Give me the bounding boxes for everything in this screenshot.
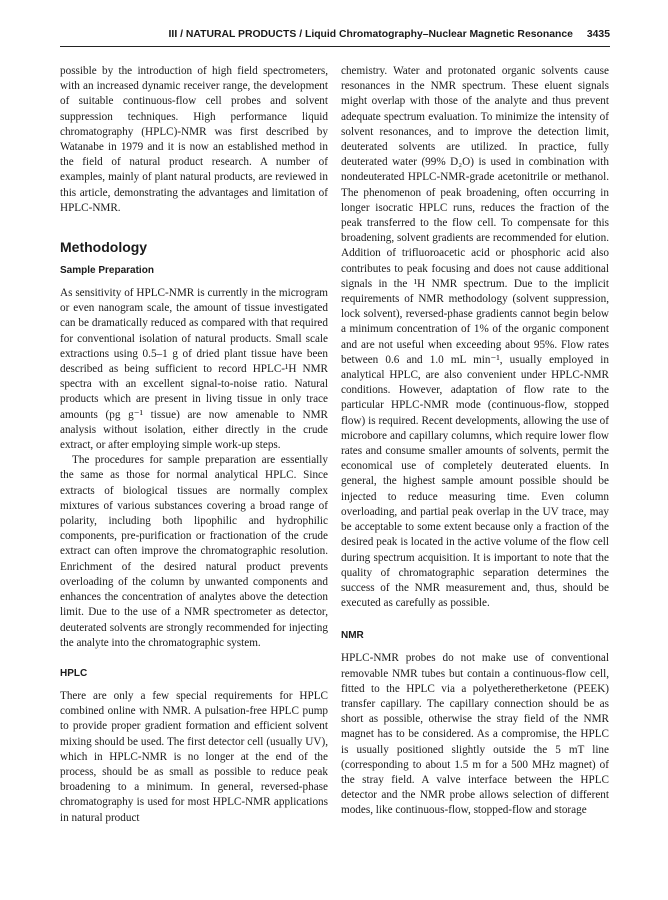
left-column	[60, 64, 328, 826]
right-column	[341, 64, 609, 819]
subsection-heading-sample-preparation: Sample Preparation	[60, 265, 154, 277]
hplc-paragraph-1: There are only a few special requirements for HPLC combined online with NMR. A pulsation-free HPLC pump to provide proper gradient formation and efficient solvent mixing should be used. The first detector cell (usually UV), which in HPLC-NMR is no longer at the end of the process, should be as small as possible to reduce peak broadening to a minimum. In general, reversed-phase chromatography is used for most HPLC-NMR applications in natural product	[60, 689, 328, 824]
sample-preparation-paragraph-2: The procedures for sample preparation are essentially the same as those for normal analytical HPLC. Since extracts of biological tissues are normally complex mixtures of various substances covering a broad range of polarity, including both lipophilic and hydrophilic components, pre-purification or fractionation of the crude extract can often improve the chromatographic resolution. Enrichment of the desired natural product prevents overloading of the column by unwanted components and enhances the concentration of analytes above the detection limit. Due to the use of a NMR spectrometer as detector, deuterated solvents are strongly recommended for injecting the analyte into the chromatographic system.	[60, 454, 328, 649]
page-number: 3435	[586, 29, 610, 40]
nmr-paragraph-1: HPLC-NMR probes do not make use of conventional removable NMR tubes but contain a continuous-flow cell, fitted to the HPLC via a polyetheretherketone (PEEK) transfer capillary. The capillary connection should be as short as possible, otherwise the stray field of the NMR magnet has to be considered. As a compromise, the HPLC is usually positioned slightly outside the 5 mT line (corresponding to about 1.5 m for a 500 MHz magnet) of the stray field. A valve interface between the HPLC detector and the NMR probe allows selection of different modes, like continuous-flow, stopped-flow and storage	[341, 652, 609, 817]
intro-paragraph: possible by the introduction of high field spectrometers, with an increased dynamic receiver range, the development of suitable continuous-flow cell probes and solvent suppression techniques. High performance liquid chromatography (HPLC)-NMR was first described by Watanabe in 1979 and it is now an established method in the field of natural product research. A number of examples, mainly of plant natural products, are reviewed in this article, demonstrating the advantages and limitation of HPLC-NMR.	[60, 65, 328, 214]
running-header	[60, 26, 610, 47]
sample-preparation-paragraph-1: As sensitivity of HPLC-NMR is currently in the microgram or even nanogram scale, the amount of tissue investigated can be dramatically reduced as compared with that required for conventional isolation of natural products. Small scale extractions using 0.5–1 g of dried plant tissue have been described as being sufficient to record HPLC-¹H NMR spectra with an excellent signal-to-noise ratio. Natural products which are present in living tissue in only trace amounts (pg g⁻¹ tissue) are now amenable to NMR analysis without isolation, either directly in the crude extract, or after employing simple work-up steps.	[60, 287, 328, 452]
subsection-heading-nmr: NMR	[341, 630, 364, 642]
running-title: III / NATURAL PRODUCTS / Liquid Chromatography–Nuclear Magnetic Resonance	[168, 29, 573, 40]
continuation-paragraph: chemistry. Water and protonated organic solvents cause resonances in the NMR spectrum. These eluent signals might overlap with those of the analyte and thus prevent adequate spectrum evaluation. To minimize the intensity of solvent resonances, and to improve the detection limit, deuterated solvents are utilized. In practice, fully deuterated water (99% D₂O) is used in combination with nondeuterated HPLC-NMR-grade acetonitrile or methanol. The phenomenon of peak broadening, often occurring in longer isocratic HPLC runs, reduces the fraction of the peak transferred to the flow cell. To compensate for this broadening, solvent gradients are recommended for elution. Addition of trifluoroacetic acid or phosphoric acid also contributes to peak focusing and does not cause additional signals in the ¹H NMR spectrum. Due to the implicit requirements of NMR methodology (solvent suppression, lock solvent), reversed-phase gradients cannot begin below a minimum concentration of 1% of the organic component and are not useful when exceeding about 95%. Flow rates between 0.6 and 1.0 mL min⁻¹, usually employed in analytical HPLC, are also convenient under HPLC-NMR conditions. However, adaptation of flow rate to the particular HPLC-NMR mode (continuous-flow, stopped flow) is required. Recent developments, allowing the use of microbore and capillary columns, which require lower flow rates and consume smaller amounts of solvents, permit the economical use of completely deuterated eluents. In general, the highest sample amount possible should be injected to reduce measuring time. Even column overloading, and partial peak overlap in the UV trace, may be acceptable to some extent because only a fraction of the desired peak is located in the active volume of the flow cell during spectrum acquisition. It is important to note that the quality of chromatographic separation determines the success of the NMR measurement and, thus, should be executed as carefully as possible.	[341, 65, 609, 610]
section-heading-methodology: Methodology	[60, 239, 148, 256]
subsection-heading-hplc: HPLC	[60, 667, 88, 679]
